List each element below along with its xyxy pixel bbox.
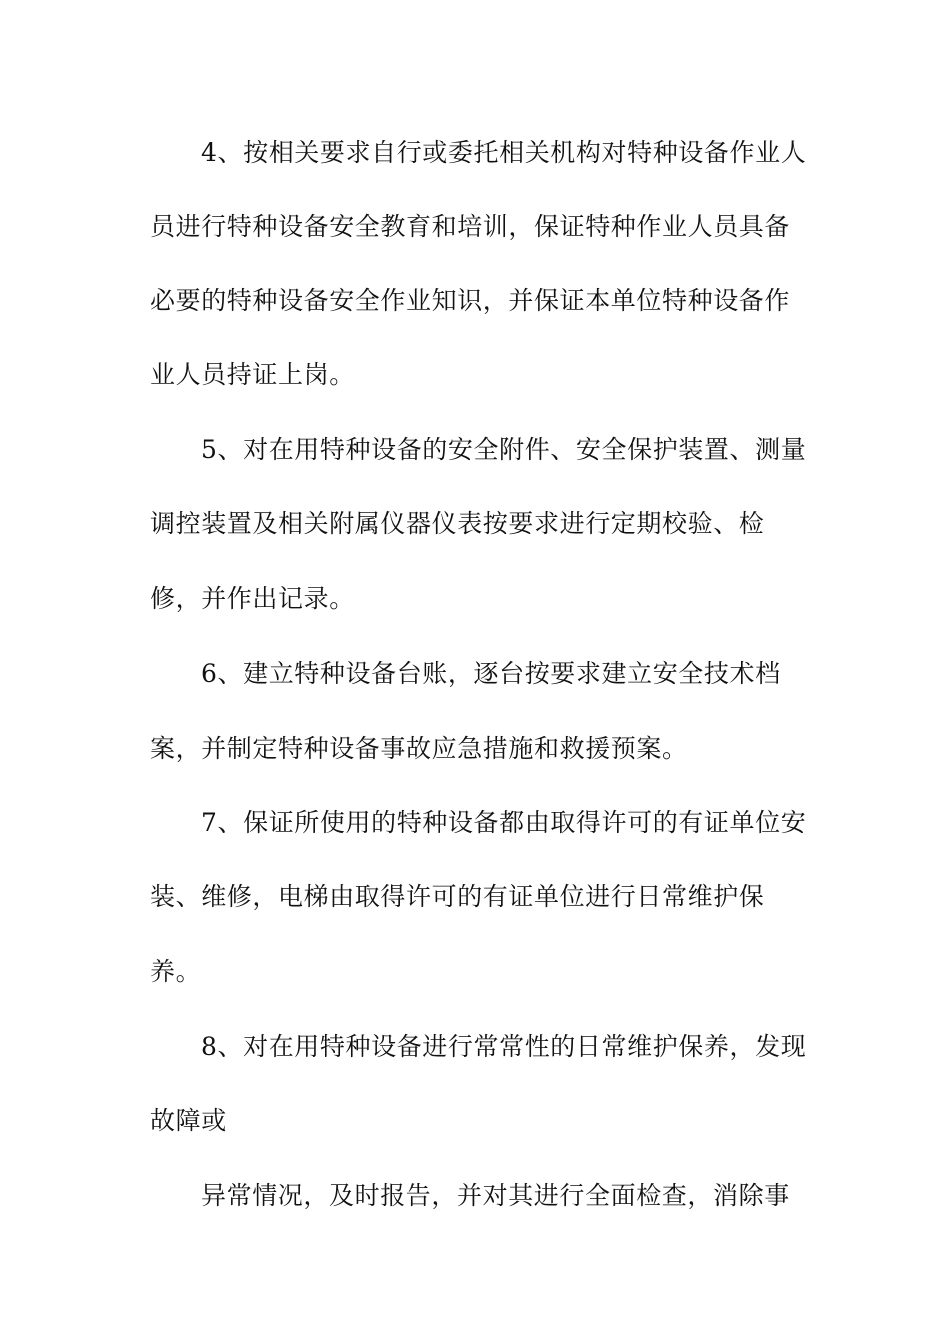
text-line: 业人员持证上岗。 xyxy=(150,360,355,389)
text-line: 员进行特种设备安全教育和培训，保证特种作业人员具备 xyxy=(150,212,791,241)
text-line: 4、按相关要求自行或委托相关机构对特种设备作业人 xyxy=(201,138,807,167)
text-line: 装、维修，电梯由取得许可的有证单位进行日常维护保 xyxy=(150,882,765,911)
text-line: 调控装置及相关附属仪器仪表按要求进行定期校验、检 xyxy=(150,509,765,538)
text-line: 8、对在用特种设备进行常常性的日常维护保养，发现 xyxy=(201,1032,807,1061)
text-line: 养。 xyxy=(150,957,202,986)
text-line: 案，并制定特种设备事故应急措施和救援预案。 xyxy=(150,734,688,763)
text-line: 6、建立特种设备台账，逐台按要求建立安全技术档 xyxy=(201,659,781,688)
text-line: 故障或 xyxy=(150,1106,227,1135)
text-line: 7、保证所使用的特种设备都由取得许可的有证单位安 xyxy=(201,808,807,837)
text-line: 修，并作出记录。 xyxy=(150,584,355,613)
text-line: 异常情况，及时报告，并对其进行全面检查，消除事 xyxy=(201,1181,790,1210)
text-line: 必要的特种设备安全作业知识，并保证本单位特种设备作 xyxy=(150,286,791,315)
text-line: 5、对在用特种设备的安全附件、安全保护装置、测量 xyxy=(201,435,807,464)
